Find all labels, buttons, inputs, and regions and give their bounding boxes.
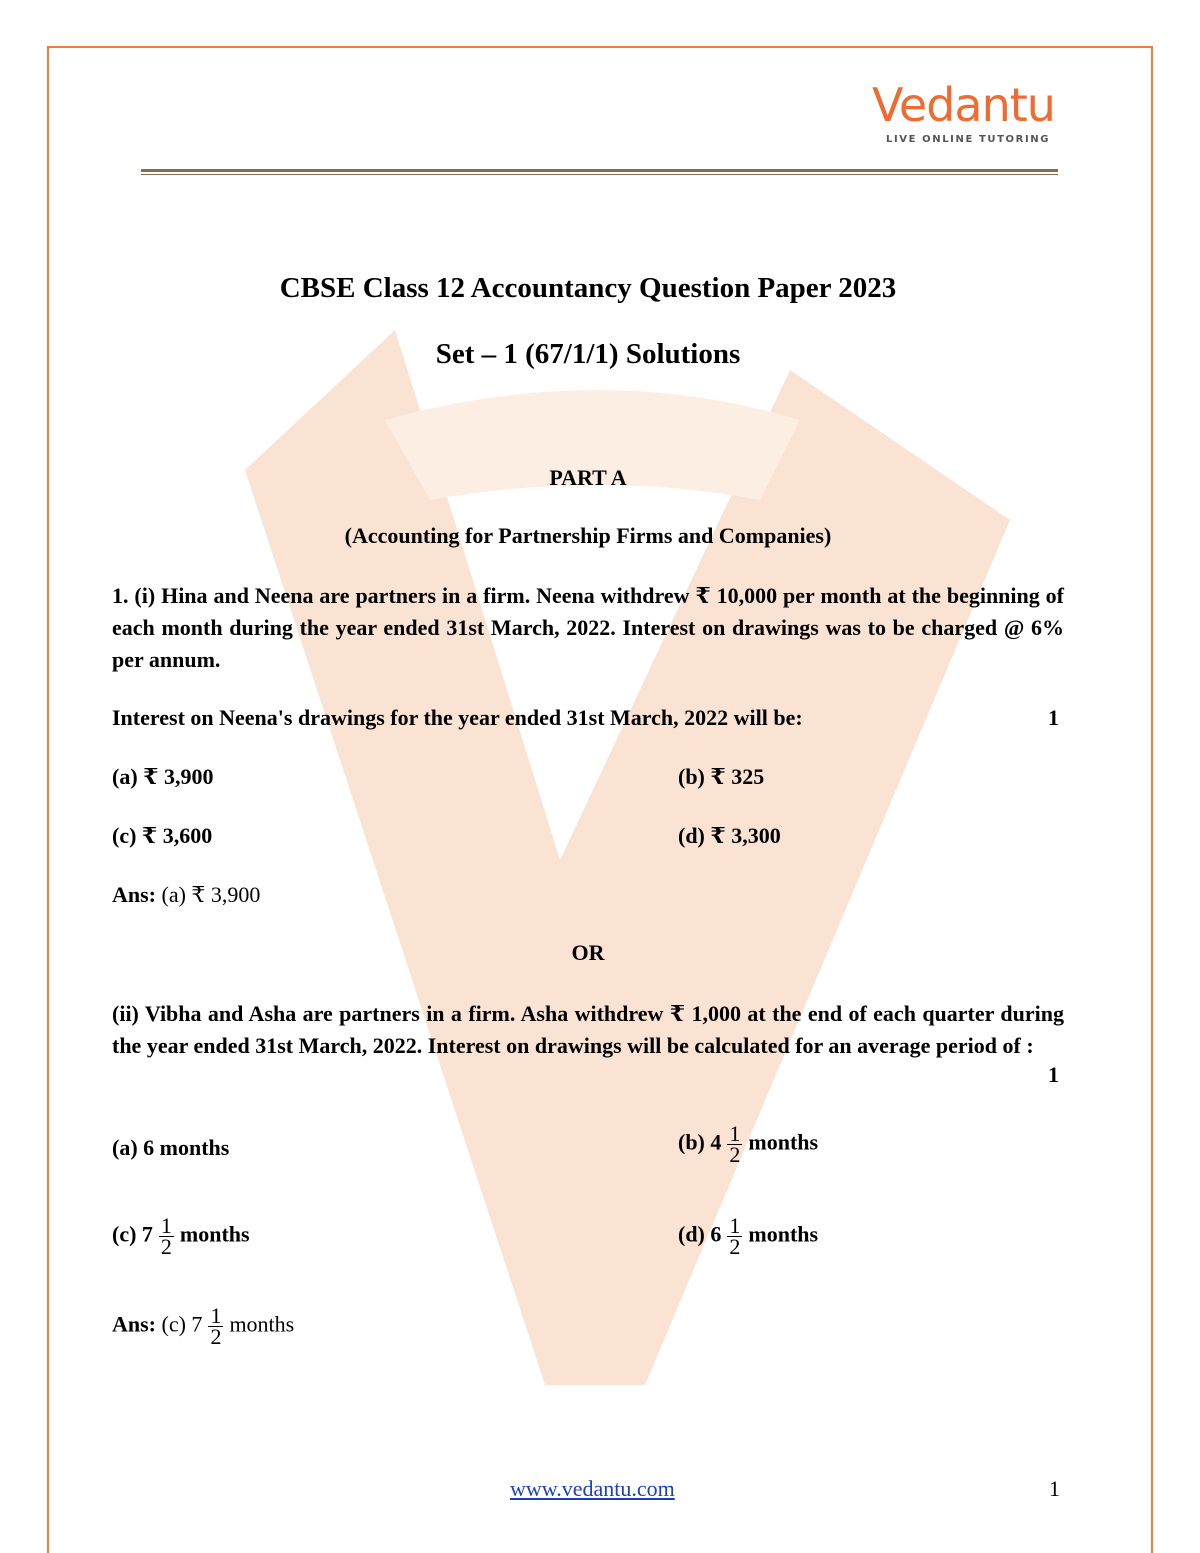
q1ii-answer [112, 1303, 295, 1349]
q1-option-a: (a) ₹ 3,900 [112, 764, 214, 789]
fraction [208, 1303, 223, 1349]
q1-question: Interest on Neena's drawings for the year ended 31st March, 2022 will be: [112, 705, 803, 730]
fraction-numerator: 1 [729, 1213, 741, 1238]
q1-marks: 1 [1048, 705, 1059, 730]
vedantu-logo [872, 78, 1055, 148]
fraction [727, 1213, 742, 1259]
fraction [159, 1213, 174, 1259]
option-unit: months [179, 1221, 250, 1247]
fraction-numerator: 1 [729, 1121, 741, 1146]
option-prefix: (d) 6 [678, 1221, 722, 1247]
answer-value: (a) ₹ 3,900 [161, 882, 261, 907]
answer-label: Ans: [112, 1311, 157, 1337]
fraction-denominator: 2 [729, 1142, 741, 1167]
q1-answer [112, 882, 260, 908]
q1ii-option-c [112, 1213, 250, 1259]
footer-website-link[interactable]: www.vedantu.com [510, 1476, 675, 1501]
fraction-numerator: 1 [160, 1213, 172, 1238]
q1-option-c: (c) ₹ 3,600 [112, 823, 213, 848]
part-heading: PART A [549, 465, 627, 490]
option-unit: months [748, 1129, 819, 1155]
logo-wordmark: Vedantu [872, 78, 1055, 132]
page-number: 1 [1049, 1476, 1060, 1501]
answer-unit: months [229, 1311, 295, 1337]
q1-stem: 1. (i) Hina and Neena are partners in a firm. Neena withdrew ₹ 10,000 per month at the beginning of each month during the year ended 31st March, 2022. Interest on drawings was to be charged @ 6% per annum. [112, 583, 1064, 672]
page-subtitle: Set – 1 (67/1/1) Solutions [435, 338, 741, 370]
header-rule [141, 169, 1058, 172]
q1ii-option-a: (a) 6 months [112, 1135, 230, 1160]
page-title: CBSE Class 12 Accountancy Question Paper 2023 [279, 272, 897, 304]
logo-tagline: LIVE ONLINE TUTORING [886, 134, 1051, 145]
part-subheading: (Accounting for Partnership Firms and Companies) [344, 523, 832, 548]
fraction-denominator: 2 [729, 1234, 741, 1259]
option-prefix: (c) 7 [112, 1221, 153, 1247]
q1-option-d: (d) ₹ 3,300 [678, 823, 781, 848]
header-rule-thin [141, 174, 1058, 175]
fraction-denominator: 2 [210, 1324, 222, 1349]
option-unit: months [748, 1221, 819, 1247]
or-separator: OR [571, 940, 605, 965]
answer-label: Ans: [112, 882, 157, 907]
fraction-numerator: 1 [210, 1303, 222, 1328]
answer-prefix: (c) 7 [161, 1311, 203, 1337]
q1ii-option-d [678, 1213, 819, 1259]
q1ii-marks: 1 [1048, 1062, 1059, 1087]
fraction [727, 1121, 742, 1167]
q1ii-option-b [678, 1121, 819, 1167]
fraction-denominator: 2 [160, 1234, 172, 1259]
q1ii-stem: (ii) Vibha and Asha are partners in a firm. Asha withdrew ₹ 1,000 at the end of each quarter during the year ended 31st March, 2022. Interest on drawings will be calculated for an average period of : [112, 1001, 1064, 1058]
option-prefix: (b) 4 [678, 1129, 722, 1155]
q1-option-b: (b) ₹ 325 [678, 764, 765, 789]
